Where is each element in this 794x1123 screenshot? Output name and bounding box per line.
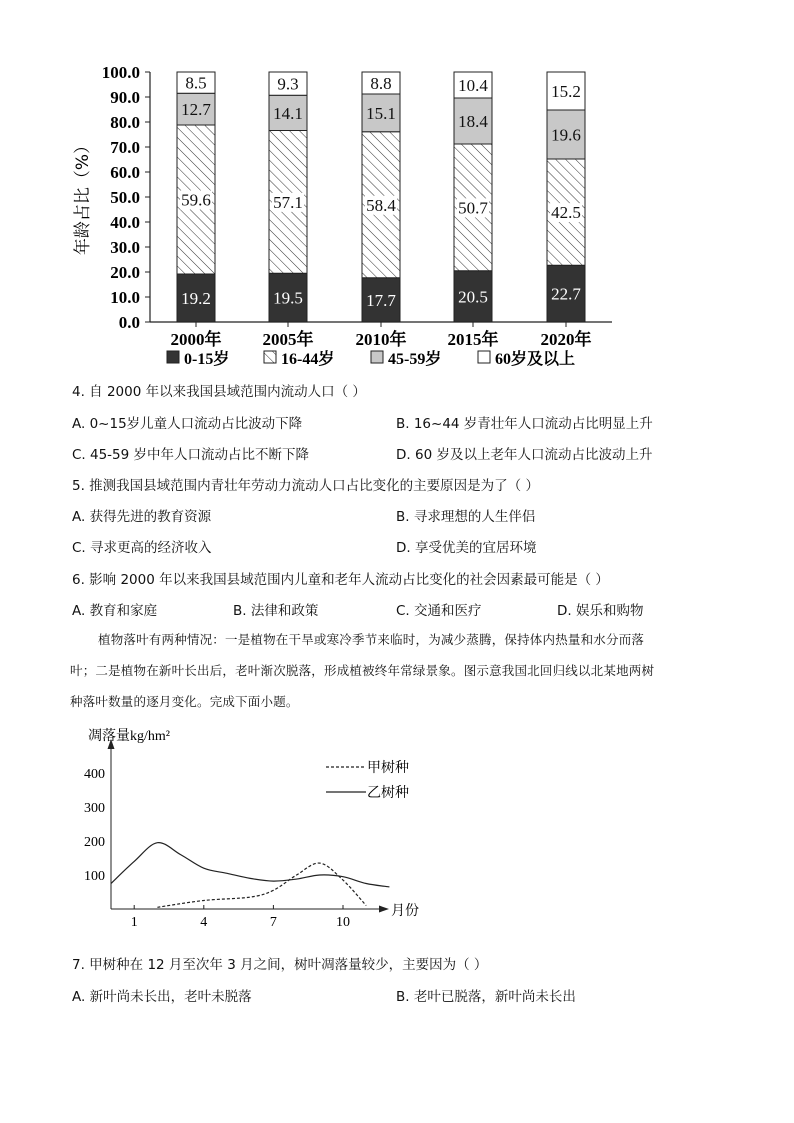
line-y-tick-label: 300 [84,801,105,816]
line-series [111,843,389,908]
q5-stem: 5. 推测我国县域范围内青壮年劳动力流动人口占比变化的主要原因是为了（ ） [72,478,539,494]
bar-y-ticks [102,63,150,332]
bar-segments [177,72,585,322]
bar-data-label: 19.6 [551,125,581,145]
bar-x-label: 2020年 [540,330,592,349]
legend-label: 16-44岁 [281,351,335,368]
intro-line-1: 植物落叶有两种情况：一是植物在干旱或寒冷季节来临时，为减少蒸腾，保持体内热量和水分而落 [98,632,645,647]
bar-data-label: 58.4 [366,195,396,215]
bar-y-tick-label: 60.0 [110,163,140,182]
q4-stem: 4. 自 2000 年以来我国县域范围内流动人口（ ） [72,384,366,400]
line-legend [326,759,409,801]
q5-option-a[interactable]: A. 获得先进的教育资源 [72,509,212,525]
bar-data-label: 20.5 [458,287,488,307]
bar-legend [167,350,575,368]
line-x-axis-title: 月份 [391,904,419,919]
legend-label: 45-59岁 [388,351,442,368]
line-x-tick-label: 4 [200,915,208,930]
legend-swatch [478,351,490,363]
legend-swatch [371,351,383,363]
line-legend-label: 乙树种 [367,786,409,801]
bar-y-tick-label: 70.0 [110,138,140,157]
bar-data-label: 18.4 [458,112,488,131]
bar-data-label: 14.1 [273,103,303,123]
q4-option-d[interactable]: D. 60 岁及以上老年人口流动占比波动上升 [396,447,653,463]
bar-data-label: 17.7 [366,290,396,310]
bar-data-label: 15.1 [366,103,396,123]
bar-data-label: 22.7 [551,284,581,304]
bar-y-tick-label: 80.0 [110,113,140,132]
bar-data-label: 19.2 [181,289,211,308]
series-yi-line [111,843,389,887]
age-stacked-bar-chart [0,0,794,380]
bar-y-axis-title: 年龄占比（%） [73,136,93,256]
bar-x-labels [171,322,592,349]
bar-data-label: 57.1 [273,192,303,212]
bar-data-label: 42.5 [551,203,581,223]
line-x-tick-label: 7 [269,915,277,930]
line-x-arrow [379,906,389,913]
bar-data-label: 19.5 [273,288,303,308]
line-x-tick-label: 10 [336,915,350,930]
line-y-tick-label: 100 [84,869,105,884]
line-y-tick-label: 200 [84,835,105,850]
bar-data-label: 8.5 [185,73,207,93]
legend-swatch [167,351,179,363]
bar-data-label: 10.4 [458,76,488,95]
legend-label: 0-15岁 [184,351,230,368]
bar-y-tick-label: 0.0 [118,313,140,332]
bar-y-tick-label: 20.0 [110,263,140,282]
line-x-tick-label: 1 [130,915,138,930]
bar-data-label: 15.2 [551,82,581,101]
q4-option-b[interactable]: B. 16~44 岁青壮年人口流动占比明显上升 [396,416,653,432]
q4-option-a[interactable]: A. 0~15岁儿童人口流动占比波动下降 [72,416,303,432]
q6-option-b[interactable]: B. 法律和政策 [233,603,319,619]
bar-y-tick-label: 50.0 [110,188,140,207]
intro-line-3: 种落叶数量的逐月变化。完成下面小题。 [70,694,299,709]
series-jia-line [157,863,366,907]
q6-option-a[interactable]: A. 教育和家庭 [72,603,158,619]
bar-data-label: 12.7 [181,100,211,120]
bar-data-label: 8.8 [370,74,392,93]
bar-x-label: 2015年 [447,330,499,349]
q5-option-b[interactable]: B. 寻求理想的人生伴侣 [396,509,536,525]
q6-option-c[interactable]: C. 交通和医疗 [396,603,482,619]
bar-x-label: 2000年 [170,330,222,349]
line-legend-label: 甲树种 [367,761,409,776]
intro-line-2: 叶；二是植物在新叶长出后，老叶渐次脱落，形成植被终年常绿景象。图示意我国北回归线以北某地两树 [70,663,655,678]
q4-option-c[interactable]: C. 45-59 岁中年人口流动占比不断下降 [72,447,310,463]
bar-y-tick-label: 10.0 [110,288,140,307]
q6-stem: 6. 影响 2000 年以来我国县域范围内儿童和老年人流动占比变化的社会因素最可能是（ ） [72,572,609,588]
q7-stem: 7. 甲树种在 12 月至次年 3 月之间，树叶凋落量较少，主要因为（ ） [72,957,488,973]
legend-label: 60岁及以上 [495,351,576,368]
bar-data-label: 50.7 [458,198,488,218]
q7-option-b[interactable]: B. 老叶已脱落，新叶尚未长出 [396,989,576,1005]
bar-y-tick-label: 90.0 [110,88,140,107]
q6-option-d[interactable]: D. 娱乐和购物 [557,603,644,619]
bar-data-label: 9.3 [277,74,299,94]
bar-x-label: 2010年 [355,330,407,349]
bar-y-tick-label: 100.0 [101,63,140,82]
q5-option-d[interactable]: D. 享受优美的宜居环境 [396,540,537,556]
legend-swatch [264,351,276,363]
bar-x-label: 2005年 [262,330,314,349]
bar-y-tick-label: 40.0 [110,213,140,232]
q7-option-a[interactable]: A. 新叶尚未长出，老叶未脱落 [72,989,252,1005]
line-axes [88,728,419,919]
leaf-fall-line-chart [0,715,794,930]
bar-data-label: 59.6 [181,190,211,210]
bar-y-tick-label: 30.0 [110,238,140,257]
line-ticks [84,767,350,930]
q5-option-c[interactable]: C. 寻求更高的经济收入 [72,540,212,556]
line-y-axis-title: 凋落量kg/hm² [88,729,170,744]
line-y-tick-label: 400 [84,767,105,782]
